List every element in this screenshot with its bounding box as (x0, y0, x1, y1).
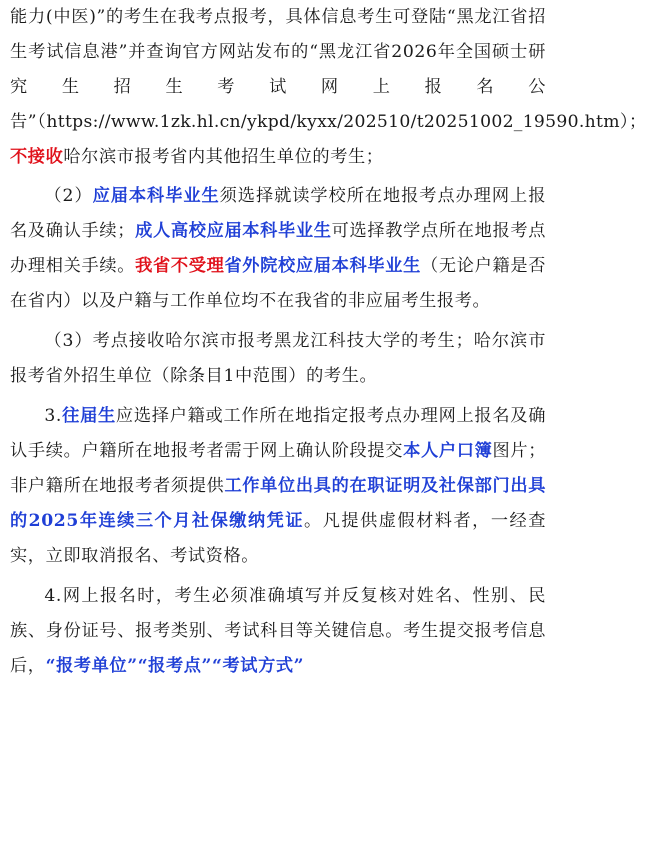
highlight-blue: 省外院校应届本科毕业生 (224, 256, 421, 276)
text: （无论户籍是否在省内）以及户籍与工作单位均不在我省的非应届考生报考。 (10, 256, 546, 311)
text: 3. (44, 406, 62, 426)
text: 。凡提供虚假材料者，一经查实，立即取消报名、考试资格。 (10, 511, 546, 566)
text: ）； (619, 112, 647, 132)
text: （3）考点接收哈尔滨市报考黑龙江科技大学的考生；哈尔滨市报考省外招生单位（除条目1中范围）的考生。 (10, 331, 546, 386)
text: 能力(中医)”的考生在我考点报考，具体信息考生可登陆“黑龙江省招生考试信息港”并查询官方网站发布的“黑龙江省2026年全国硕士研究生招生考试网上报名公告”（ (10, 7, 546, 132)
highlight-blue: 工作单位出具的在职证明及社保部门出具的2025年连续三个月社保缴纳凭证 (10, 476, 546, 531)
highlight-red: 不接收 (10, 147, 64, 167)
highlight-blue: 本人户口簿 (403, 441, 493, 461)
highlight-blue: 往届生 (62, 406, 116, 426)
announcement-url: https://www.1zk.hl.cn/ykpd/kyxx/202510/t20251002_19590.htm (46, 112, 620, 132)
paragraph-fresh-graduates (10, 179, 546, 319)
text: 图片；非户籍所在地报考者须提供 (10, 441, 546, 496)
highlight-blue: “报考单位”“报考点”“考试方式” (45, 656, 305, 676)
paragraph-kaodian-scope (10, 0, 647, 175)
highlight-red: 我省不受理 (135, 256, 225, 276)
text: （2） (44, 186, 93, 206)
text: 4.网上报名时，考生必须准确填写并反复核对姓名、性别、民族、身份证号、报考类别、考试科目等关键信息。考生提交报考信息后， (10, 586, 546, 676)
paragraph-online-registration (10, 579, 546, 684)
paragraph-harbin-applicants (10, 324, 546, 394)
highlight-blue: 应届本科毕业生 (92, 186, 220, 206)
paragraph-previous-graduates (10, 399, 546, 574)
highlight-blue: 成人高校应届本科毕业生 (135, 221, 332, 241)
text: 可选择教学点所在地报考点办理相关手续。 (10, 221, 547, 276)
text: 应选择户籍或工作所在地指定报考点办理网上报名及确认手续。户籍所在地报考者需于网上确认阶段提交 (10, 406, 546, 461)
text: 须选择就读学校所在地报考点办理网上报名及确认手续； (10, 186, 546, 241)
text: 哈尔滨市报考省内其他招生单位的考生； (63, 147, 384, 167)
